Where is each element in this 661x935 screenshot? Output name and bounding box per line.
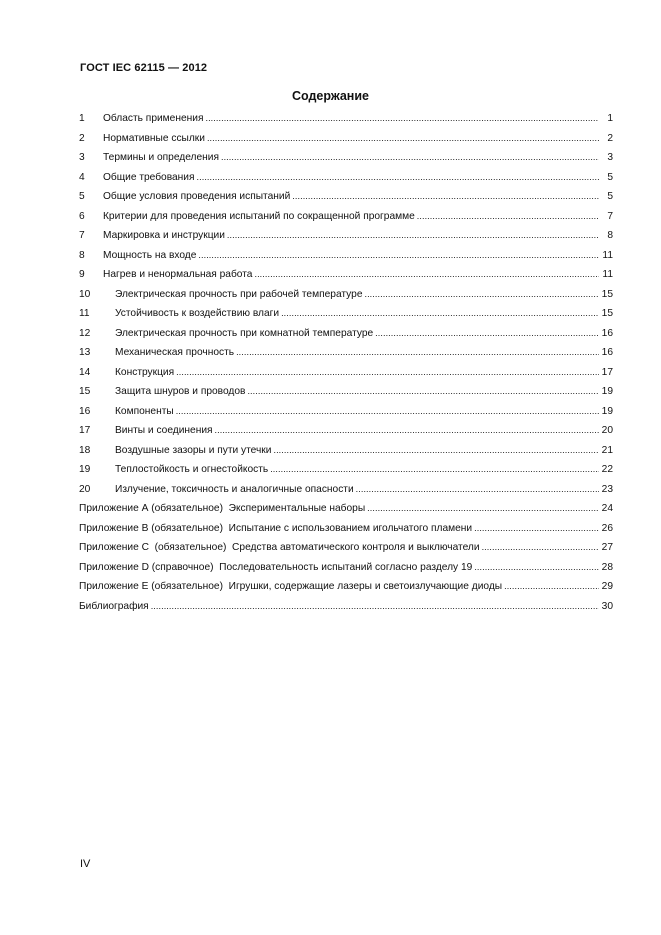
toc-entry-label: Теплостойкость и огнестойкость [115,464,269,475]
toc-entry-page: 3 [607,152,613,163]
toc-dot-leader [247,386,599,397]
toc-entry-label: Нормативные ссылки [103,132,205,144]
toc-entry[interactable] [79,503,613,523]
toc-entry-number: 15 [79,386,91,397]
toc-entry-number: 11 [79,308,90,319]
toc-entry-page: 1 [607,113,613,124]
toc-entry-label: Термины и определения [103,152,219,163]
toc-entry-label: Защита шнуров и проводов [115,386,246,397]
toc-entry-number: 20 [79,483,91,495]
toc-entry-label: Излучение, токсичность и аналогичные опасности [115,483,354,495]
toc-dot-leader [215,425,599,436]
toc-dot-leader [504,581,599,592]
toc-dot-leader [367,503,599,514]
toc-entry-number: 14 [79,366,91,378]
toc-entry-label: Общие требования [103,171,195,183]
toc-entry[interactable] [79,152,613,172]
toc-entry[interactable] [79,347,613,367]
toc-entry-number: 7 [79,230,85,241]
toc-entry-label: Компоненты [115,405,174,417]
toc-entry-page: 11 [602,269,613,280]
toc-dot-leader [356,484,599,495]
toc-entry[interactable] [79,230,613,250]
toc-entry-label: Нагрев и ненормальная работа [103,269,253,280]
toc-entry-label: Мощность на входе [103,249,197,261]
toc-dot-leader [375,328,599,339]
toc-dot-leader [281,308,599,319]
toc-entry[interactable] [79,367,613,387]
toc-entry-number: 17 [79,425,91,436]
toc-entry-label: Устойчивость к воздействию влаги [115,308,280,319]
toc-dot-leader [273,445,599,456]
toc-entry-number: 9 [79,269,85,280]
toc-entry-page: 27 [601,542,613,553]
page-number: IV [80,858,91,870]
toc-entry-page: 20 [601,425,613,436]
toc-dot-leader [205,113,599,124]
toc-entry-label: Механическая прочность [115,347,235,358]
toc-entry-page: 21 [601,444,613,456]
toc-entry[interactable] [79,308,613,328]
toc-dot-leader [292,191,599,202]
toc-entry-label: Конструкция [115,366,175,378]
toc-entry[interactable] [79,289,613,309]
toc-dot-leader [207,133,599,144]
toc-entry-number: 18 [79,444,91,456]
toc-dot-leader [227,230,599,241]
toc-entry-page: 15 [601,288,613,300]
toc-dot-leader [198,250,599,261]
toc-entry-label: Приложение А (обязательное) Экспериментальные наборы [79,503,366,514]
toc-dot-leader [364,289,599,300]
toc-entry[interactable] [79,172,613,192]
toc-entry-number: 6 [79,210,85,222]
toc-entry-label: Воздушные зазоры и пути утечки [115,444,272,456]
toc-entry-page: 28 [601,561,613,573]
toc-entry[interactable] [79,445,613,465]
toc-entry[interactable] [79,250,613,270]
toc-entry-number: 8 [79,249,85,261]
toc-entry-number: 12 [79,327,91,339]
toc-entry-page: 11 [602,249,613,261]
toc-entry-page: 22 [601,464,613,475]
toc-entry[interactable] [79,133,613,153]
toc-entry-label: Приложение С (обязательное) Средства автоматического контроля и выключатели [79,542,480,553]
toc-entry-page: 23 [601,483,613,495]
toc-entry-number: 2 [79,132,85,144]
toc-entry[interactable] [79,484,613,504]
toc-entry-label: Критерии для проведения испытаний по сокращенной программе [103,210,415,222]
toc-dot-leader [474,562,599,573]
toc-entry[interactable] [79,211,613,231]
toc-entry[interactable] [79,562,613,582]
toc-entry[interactable] [79,425,613,445]
toc-entry-page: 5 [607,171,613,183]
toc-entry-page: 8 [607,230,613,241]
toc-entry-label: Приложение Е (обязательное) Игрушки, содержащие лазеры и светоизлучающие диоды [79,581,503,592]
toc-entry[interactable] [79,269,613,289]
toc-entry-page: 24 [601,503,613,514]
toc-entry-label: Библиография [79,600,149,612]
toc-entry[interactable] [79,581,613,601]
toc-entry-number: 19 [79,464,91,475]
toc-dot-leader [236,347,599,358]
toc-dot-leader [176,406,599,417]
toc-entry[interactable] [79,542,613,562]
toc-entry-page: 30 [601,600,613,612]
toc-entry-label: Электрическая прочность при комнатной температуре [115,327,374,339]
toc-entry-number: 13 [79,347,91,358]
toc-entry-label: Винты и соединения [115,425,213,436]
toc-dot-leader [474,523,599,534]
toc-entry[interactable] [79,113,613,133]
toc-entry[interactable] [79,523,613,543]
toc-entry-page: 19 [601,405,613,417]
toc-dot-leader [197,172,599,183]
toc-entry[interactable] [79,406,613,426]
toc-entry-number: 3 [79,152,85,163]
toc-entry-page: 19 [601,386,613,397]
toc-entry-number: 16 [79,405,91,417]
toc-entry-page: 17 [601,366,613,378]
toc-dot-leader [417,211,599,222]
toc-dot-leader [254,269,599,280]
toc-entry-page: 5 [607,191,613,202]
toc-entry-label: Электрическая прочность при рабочей температуре [115,288,363,300]
toc-dot-leader [482,542,599,553]
toc-entry-label: Приложение D (справочное) Последовательность испытаний согласно разделу 19 [79,561,473,573]
toc-entry-page: 15 [601,308,613,319]
toc-dot-leader [176,367,599,378]
toc-entry-number: 10 [79,288,91,300]
toc-entry-number: 5 [79,191,85,202]
toc-entry[interactable] [79,191,613,211]
toc-entry-number: 4 [79,171,85,183]
toc-dot-leader [270,464,599,475]
toc-entry-page: 2 [607,132,613,144]
toc-entry[interactable] [79,601,613,621]
toc-dot-leader [151,601,599,612]
toc-entry-number: 1 [79,113,85,124]
document-header: ГОСТ IEC 62115 — 2012 [80,62,208,74]
toc-entry[interactable] [79,464,613,484]
toc-entry-label: Общие условия проведения испытаний [103,191,291,202]
toc-entry-label: Маркировка и инструкции [103,230,225,241]
toc-entry[interactable] [79,386,613,406]
toc-entry-page: 16 [601,327,613,339]
toc-entry-page: 29 [601,581,613,592]
toc-dot-leader [221,152,599,163]
toc-entry-page: 26 [601,522,613,534]
toc-entry-page: 7 [607,210,613,222]
table-of-contents [79,113,613,620]
page-title: Содержание [291,89,369,103]
toc-entry-label: Приложение В (обязательное) Испытание с использованием игольчатого пламени [79,522,473,534]
toc-entry-label: Область применения [103,113,204,124]
toc-entry-page: 16 [601,347,613,358]
toc-entry[interactable] [79,328,613,348]
